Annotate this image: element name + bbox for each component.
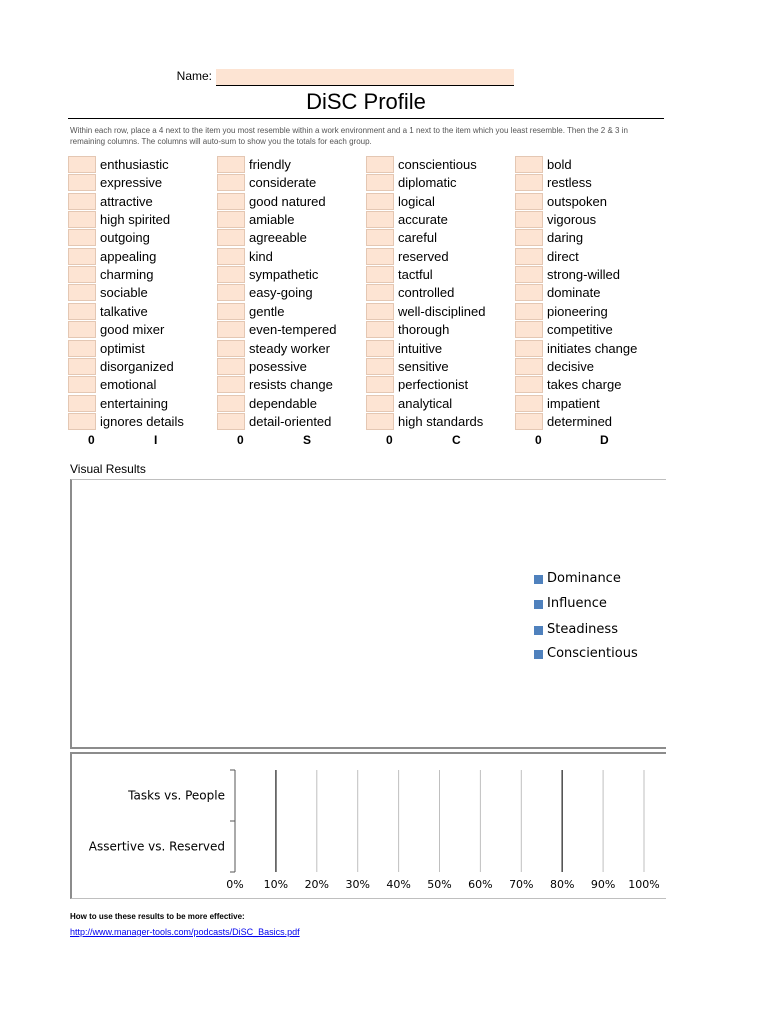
- column-total: 0: [386, 433, 393, 447]
- legend-swatch: [534, 600, 543, 609]
- score-input[interactable]: [68, 174, 96, 191]
- legend-swatch: [534, 626, 543, 635]
- score-input[interactable]: [515, 321, 543, 338]
- score-input[interactable]: [515, 266, 543, 283]
- word-label: dependable: [249, 395, 317, 411]
- legend-label: Influence: [547, 596, 607, 611]
- word-label: takes charge: [547, 377, 622, 393]
- word-label: optimist: [100, 340, 145, 356]
- word-label: amiable: [249, 212, 295, 228]
- word-label: tactful: [398, 267, 433, 283]
- visual-results-label: Visual Results: [70, 462, 146, 476]
- x-tick-label: 60%: [468, 878, 493, 891]
- word-label: friendly: [249, 157, 291, 172]
- page-title: DiSC Profile: [306, 89, 426, 114]
- score-input[interactable]: [68, 376, 96, 393]
- score-input[interactable]: [217, 284, 245, 301]
- word-label: kind: [249, 248, 273, 264]
- word-label: good mixer: [100, 322, 165, 338]
- legend-swatch: [534, 575, 543, 584]
- word-label: careful: [398, 230, 438, 246]
- x-tick-label: 30%: [345, 878, 370, 891]
- score-input[interactable]: [366, 248, 394, 265]
- word-label: sympathetic: [249, 267, 319, 283]
- word-label: well-disciplined: [398, 303, 486, 319]
- word-label: enthusiastic: [100, 157, 169, 172]
- x-tick-label: 100%: [628, 878, 660, 891]
- score-input[interactable]: [68, 229, 96, 246]
- word-label: even-tempered: [249, 322, 337, 338]
- word-label: agreeable: [249, 230, 307, 246]
- score-input[interactable]: [217, 303, 245, 320]
- x-tick-label: 0%: [226, 878, 244, 891]
- x-tick-label: 70%: [509, 878, 534, 891]
- word-label: impatient: [547, 395, 600, 411]
- word-label: initiates change: [547, 340, 638, 356]
- score-input[interactable]: [68, 266, 96, 283]
- score-input[interactable]: [68, 395, 96, 412]
- score-input[interactable]: [217, 413, 245, 430]
- score-input[interactable]: [366, 395, 394, 412]
- disc-pie-chart: [70, 479, 666, 749]
- legend-swatch: [534, 650, 543, 659]
- word-label: logical: [398, 193, 435, 209]
- score-input[interactable]: [366, 321, 394, 338]
- category-label: Assertive vs. Reserved: [88, 839, 225, 854]
- word-label: ignores details: [100, 413, 184, 429]
- word-label: direct: [547, 248, 579, 264]
- score-input[interactable]: [68, 156, 96, 173]
- name-label: Name:: [176, 69, 212, 83]
- disc-basics-link[interactable]: http://www.manager-tools.com/podcasts/DiSC_Basics.pdf: [70, 927, 300, 937]
- word-label: competitive: [547, 322, 613, 338]
- word-label: considerate: [249, 175, 317, 191]
- score-input[interactable]: [217, 266, 245, 283]
- word-label: controlled: [398, 285, 455, 301]
- score-input[interactable]: [366, 340, 394, 357]
- word-label: entertaining: [100, 395, 168, 411]
- word-label: vigorous: [547, 212, 597, 228]
- category-label: Tasks vs. People: [128, 788, 225, 803]
- word-label: sociable: [100, 285, 148, 301]
- score-input[interactable]: [217, 358, 245, 375]
- legend-label: Conscientious: [547, 646, 638, 661]
- score-input[interactable]: [68, 248, 96, 265]
- legend-label: Dominance: [547, 571, 621, 586]
- score-input[interactable]: [217, 229, 245, 246]
- word-label: thorough: [398, 322, 450, 338]
- word-label: reserved: [398, 248, 449, 264]
- score-input[interactable]: [515, 376, 543, 393]
- score-input[interactable]: [515, 395, 543, 412]
- score-input[interactable]: [515, 340, 543, 357]
- score-input[interactable]: [366, 193, 394, 210]
- name-input[interactable]: [216, 69, 514, 86]
- legend-label: Steadiness: [547, 622, 618, 637]
- score-input[interactable]: [515, 358, 543, 375]
- score-input[interactable]: [515, 248, 543, 265]
- score-input[interactable]: [366, 174, 394, 191]
- help-text: How to use these results to be more effective:: [70, 912, 245, 921]
- score-input[interactable]: [515, 211, 543, 228]
- axis-bar-chart: [70, 752, 666, 899]
- word-label: gentle: [249, 303, 285, 319]
- x-tick-label: 90%: [590, 878, 616, 891]
- word-label: intuitive: [398, 340, 443, 356]
- word-label: charming: [100, 267, 154, 283]
- score-input[interactable]: [515, 156, 543, 173]
- word-label: high spirited: [100, 212, 171, 228]
- score-input[interactable]: [515, 303, 543, 320]
- column-letter: D: [600, 433, 609, 447]
- score-input[interactable]: [366, 266, 394, 283]
- score-input[interactable]: [68, 211, 96, 228]
- word-label: posessive: [249, 358, 307, 374]
- word-label: analytical: [398, 395, 453, 411]
- score-input[interactable]: [515, 174, 543, 191]
- score-input[interactable]: [68, 413, 96, 430]
- word-label: resists change: [249, 377, 333, 393]
- column-letter: S: [303, 433, 312, 447]
- word-label: good natured: [249, 193, 326, 209]
- x-tick-label: 40%: [386, 878, 411, 891]
- word-label: talkative: [100, 303, 148, 319]
- score-input[interactable]: [68, 303, 96, 320]
- score-input[interactable]: [68, 340, 96, 357]
- score-input[interactable]: [366, 376, 394, 393]
- score-input[interactable]: [68, 193, 96, 210]
- score-input[interactable]: [217, 340, 245, 357]
- x-tick-label: 80%: [549, 878, 575, 891]
- word-label: daring: [547, 230, 584, 246]
- word-label: perfectionist: [398, 377, 469, 393]
- word-label: attractive: [100, 193, 153, 209]
- column-letter: C: [452, 433, 461, 447]
- score-input[interactable]: [217, 321, 245, 338]
- score-input[interactable]: [515, 229, 543, 246]
- score-input[interactable]: [217, 376, 245, 393]
- score-input[interactable]: [217, 193, 245, 210]
- score-input[interactable]: [366, 284, 394, 301]
- word-label: accurate: [398, 212, 448, 228]
- x-tick-label: 20%: [304, 878, 330, 891]
- score-input[interactable]: [366, 229, 394, 246]
- score-input[interactable]: [366, 413, 394, 430]
- word-label: pioneering: [547, 303, 608, 319]
- title-divider: [68, 118, 664, 119]
- word-label: sensitive: [398, 358, 449, 374]
- score-input[interactable]: [217, 211, 245, 228]
- axis-bar-chart-svg: [72, 754, 664, 899]
- word-label: outgoing: [100, 230, 150, 246]
- word-label: emotional: [100, 377, 157, 393]
- score-input[interactable]: [217, 174, 245, 191]
- column-letter: I: [154, 433, 158, 447]
- word-label: diplomatic: [398, 175, 457, 191]
- word-label: conscientious: [398, 157, 477, 172]
- score-input[interactable]: [68, 358, 96, 375]
- x-tick-label: 10%: [263, 878, 289, 891]
- column-total: 0: [237, 433, 244, 447]
- word-label: dominate: [547, 285, 601, 301]
- word-label: outspoken: [547, 193, 607, 209]
- score-input[interactable]: [366, 358, 394, 375]
- score-input[interactable]: [515, 413, 543, 430]
- word-label: appealing: [100, 248, 157, 264]
- word-label: bold: [547, 157, 572, 172]
- score-input[interactable]: [366, 303, 394, 320]
- word-label: steady worker: [249, 340, 330, 356]
- column-total: 0: [535, 433, 542, 447]
- score-input[interactable]: [217, 395, 245, 412]
- column-total: 0: [88, 433, 95, 447]
- word-label: disorganized: [100, 358, 174, 374]
- score-input[interactable]: [515, 284, 543, 301]
- word-label: strong-willed: [547, 267, 620, 283]
- word-label: high standards: [398, 413, 484, 429]
- word-label: expressive: [100, 175, 163, 191]
- word-label: restless: [547, 175, 592, 191]
- word-label: easy-going: [249, 285, 313, 301]
- x-tick-label: 50%: [427, 878, 452, 891]
- score-input[interactable]: [68, 321, 96, 338]
- instructions-text: Within each row, place a 4 next to the item you most resemble within a work environment and a 1 next to the item which you least resemble. Then the 2 & 3 in remaining columns. The columns will auto-sum to show you the totals for each group.: [70, 126, 628, 146]
- score-input[interactable]: [366, 211, 394, 228]
- word-label: detail-oriented: [249, 413, 332, 429]
- score-input[interactable]: [217, 248, 245, 265]
- score-input[interactable]: [515, 193, 543, 210]
- word-label: determined: [547, 413, 613, 429]
- score-input[interactable]: [217, 156, 245, 173]
- score-input[interactable]: [68, 284, 96, 301]
- score-input[interactable]: [366, 156, 394, 173]
- word-label: decisive: [547, 358, 594, 374]
